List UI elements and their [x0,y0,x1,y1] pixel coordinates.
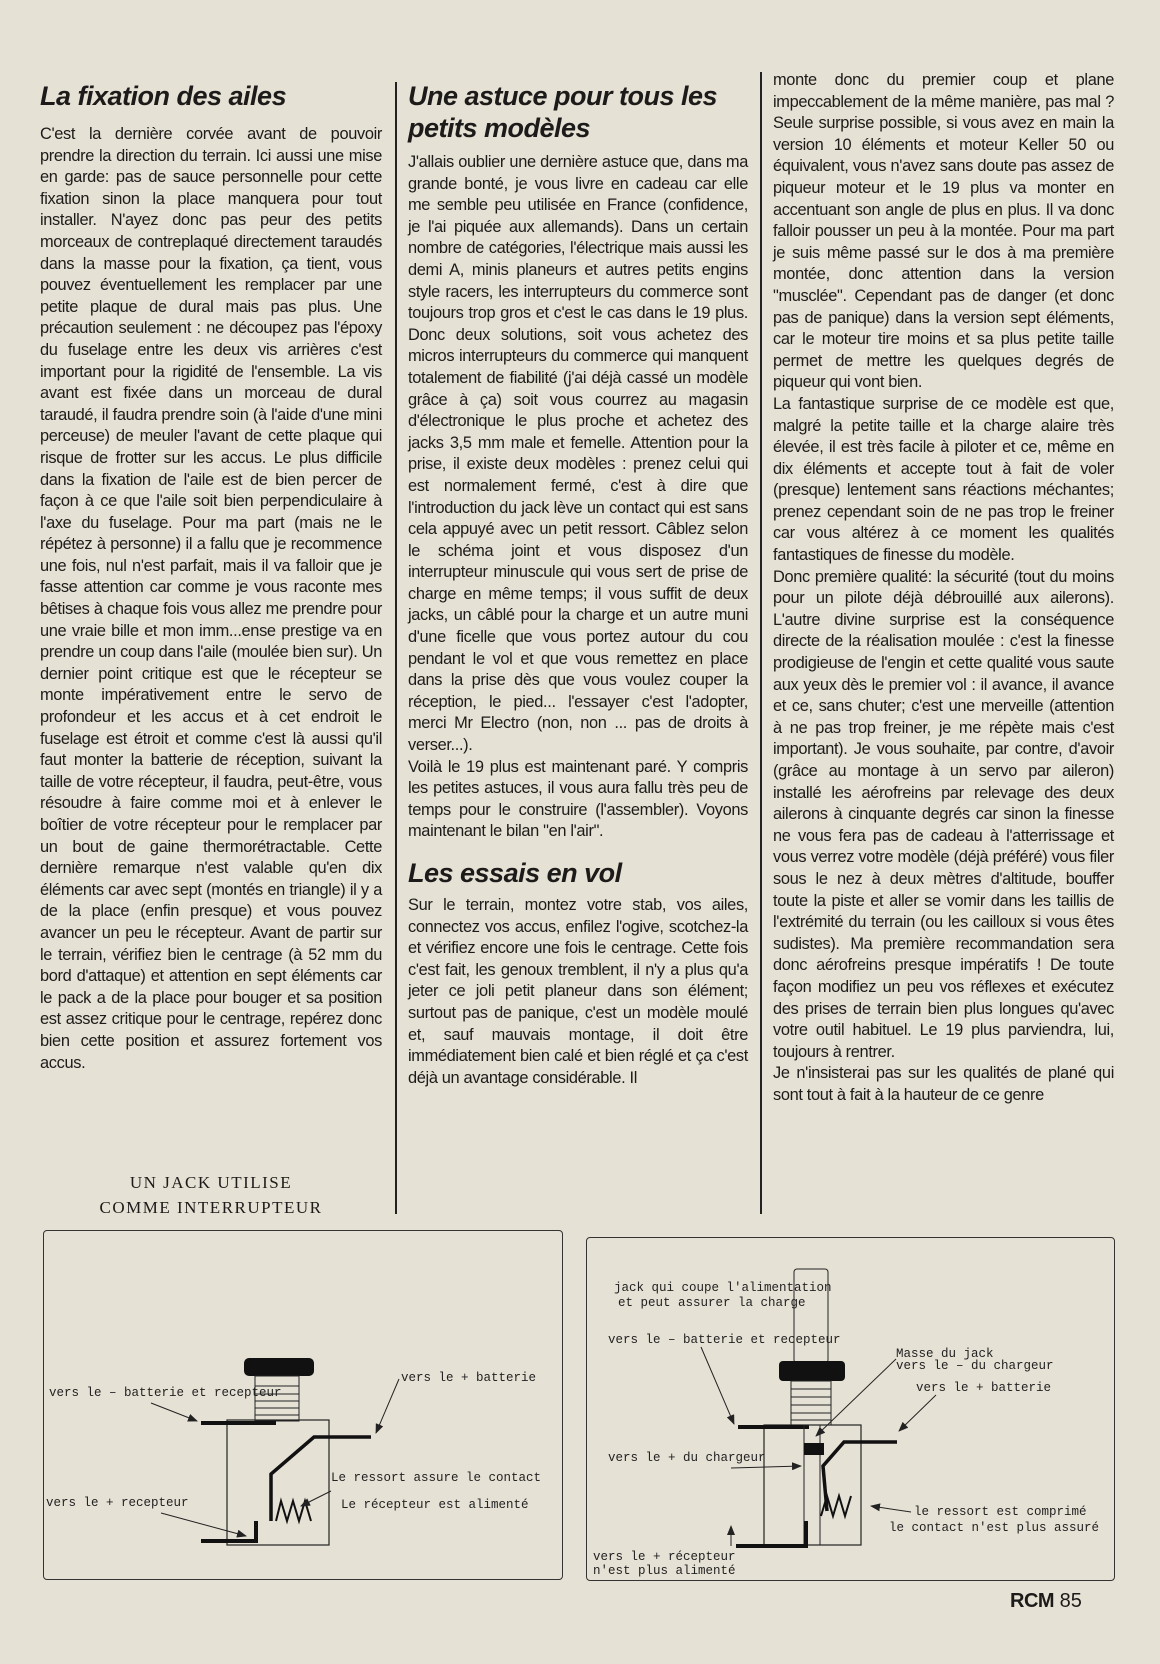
page-number: 85 [1059,1590,1082,1612]
paragraph: J'allais oublier une dernière astuce que, dans ma grande bonté, je vous livre en cadeau car elle me semble peu utilisée en France (confidence, je l'ai piquée aux allemands). Dans un certain nombre de catégories, l'électrique mais aussi les demi A, minis planeurs et autres petits engins style racers, les interrupteurs du commerce sont toujours trop gros et c'est le cas dans le 19 plus. Donc deux solutions, soit vous achetez des micros interrupteurs du commerce qui manquent totalement de fiabilité (j'ai déjà cassé un modèle grâce à ça) soit vous courrez au magasin d'électronique le plus proche et achetez des jacks 3,5 mm male et femelle. Attention pour la prise, il existe deux modèles : prenez celui qui est normalement fermé, c'est à dire que l'introduction du jack lève un contact qui est sans cela appuyé avec un petit ressort. Câblez selon le schéma joint et vous disposez d'un interrupteur minuscule qui vous sert de prise de charge en même temps; il vous suffit de deux jacks, un câblé pour la charge et un autre muni d'une ficelle que vous portez autour du cou pendant le vol et que vous remettez en place dans la prise dès que vous voulez couper la réception, le pied... l'essayer c'est l'adopter, merci Mr Electro (non, non ... pas de droits à verser...). [408,153,748,755]
diagram-label: le ressort est comprimé [914,1505,1087,1519]
magazine-logo: RCM [1010,1590,1055,1612]
jack-switch-diagram-open [586,1237,1115,1581]
diagram-label: et peut assurer la charge [618,1296,806,1310]
caption-line: UN JACK UTILISE [129,1173,293,1192]
diagram-label: Masse du jack [896,1347,994,1361]
section-heading: Les essais en vol [408,858,622,888]
jack-switch-diagram-closed [43,1230,563,1580]
paragraph: Je n'insisterai pas sur les qualités de plané qui sont tout à fait à la hauteur de ce genre [773,1064,1114,1104]
paragraph: monte donc du premier coup et plane impeccablement de la même manière, pas mal ? Seule surprise possible, si vous avez en main la version 10 éléments et moteur Keller 50 ou équivalent, vous n'avez sans doute pas assez de piqueur moteur et le 19 plus va monter en accentuant son angle de plus en plus. Il va donc falloir pousser un peu à la montée. Pour ma part je suis même passé sur le dos à ma première montée, donc attention dans la version "musclée". Cependant pas de danger (et donc pas de panique) dans la version sept éléments, car le moteur tire moins et sa plus petite taille permet de mettre les quelques degrés de piqueur qui vont bien. [773,71,1114,392]
diagram-label: vers le + batterie [916,1381,1052,1395]
diagram-label: vers le + récepteur [593,1550,736,1564]
diagram-label: vers le – du chargeur [896,1359,1054,1373]
jack-knob-icon [779,1361,845,1381]
column-divider [395,82,397,1214]
column-3 [773,70,1114,1107]
paragraph: Voilà le 19 plus est maintenant paré. Y compris les petites astuces, il vous aura fallu très peu de temps pour le construire (l'assembler). Voyons maintenant le bilan "en l'air". [408,757,748,841]
diagram-label: Le récepteur est alimenté [341,1498,529,1512]
diagram-label: vers le + du chargeur [608,1451,766,1465]
diagram-label: jack qui coupe l'alimentation [614,1281,832,1295]
column-divider [760,72,762,1214]
diagram-label: vers le + batterie [401,1371,537,1385]
paragraph: Donc première qualité: la sécurité (tout du moins pour un pilote déjà débrouillé aux ailerons). L'autre divine surprise est la conséquence directe de la réalisation moulée : c'est la finesse prodigieuse de l'engin et cette qualité vous saute aux yeux dès le premier vol : il avance, il avance et ce, sans chuter; c'est une merveille (attention à ne pas trop freiner, je me répète mais c'est important). Je vous souhaite, par contre, d'avoir (grâce au montage à un servo par aileron) installé les aérofreins par relevage des deux ailerons à cinquante degrés car sinon la finesse ne vous fera pas de cadeau à l'atterrissage et vous verrez votre modèle (déjà préféré) vous filer sous le nez à deux mètres d'altitude, bouffer toute la piste et aller se vomir dans les taillis de l'extrémité du terrain (ou les cailloux si vous êtes sudistes). Ma première recommandation sera donc aérofreins presque impératifs ! De toute façon modifiez un peu vos réflexes et exécutez des prises de terrain bien plus longues qu'avec votre outil habituel. Le 19 plus parviendra, lui, toujours à rentrer. [773,567,1114,1061]
caption-line: COMME INTERRUPTEUR [99,1198,323,1217]
diagram-label: vers le – batterie et recepteur [608,1333,841,1347]
jack-knob-icon [244,1358,314,1376]
jack-diagram-drawing [587,1238,1114,1580]
jack-thread-icon [791,1381,831,1425]
diagram-label: le contact n'est plus assuré [889,1521,1100,1535]
column-1 [40,80,382,1074]
diagram-label: Le ressort assure le contact [331,1471,542,1485]
page-footer [1010,1590,1082,1613]
section-heading: La fixation des ailes [40,81,287,111]
jack-diagram-drawing [44,1231,562,1579]
diagram-label: n'est plus alimenté [593,1564,736,1578]
paragraph: La fantastique surprise de ce modèle est que, malgré la petite taille et la charge alaire très élevée, il est très facile à piloter et ce, même en dix éléments et accepte tout à fait de voler (presque) lentement sans réactions méchantes; prenez cependant soin de ne pas trop le freiner car vous altérez à ce moment les qualités fantastiques de finesse du modèle. [773,394,1114,565]
column-2 [408,80,748,1089]
figure-caption [40,1170,382,1220]
diagram-label: vers le + recepteur [46,1496,189,1510]
paragraph: C'est la dernière corvée avant de pouvoir prendre la direction du terrain. Ici aussi une mise en garde: pas de sauce personnelle pour cette fixation sinon la place manquera pour tout installer. N'ayez donc pas peur des petits morceaux de contreplaqué directement taraudés dans la masse pour la fixation, ça tient, vous pouvez éventuellement les remplacer par une petite plaque de dural mais pas plus. Une précaution seulement : ne découpez pas l'époxy du fuselage entre les deux vis arrières c'est important pour la rigidité de l'ensemble. La vis avant est fixée dans un morceau de dural taraudé, il faudra prendre soin (à l'aide d'une mini perceuse) de meuler l'avant de cette plaque qui risque de frotter sur les accus. Le plus difficile dans la fixation de l'aile est de bien percer de façon à ce que l'aile soit bien perpendiculaire à l'axe du fuselage. Pour ma part (mais ne le répétez à personne) il a fallu que je recommence une fois, nul n'est parfait, mais il va falloir que je fasse attention car comme je vous raconte mes bêtises à chaque fois vous allez me prendre pour une vraie bille et mon imm...ense prestige va en prendre un coup dans l'aile (moulée bien sur). Un dernier point critique est que le récepteur se monte impérativement entre le servo de profondeur et les accus et à cet endroit le fuselage est étroit et comme c'est là aussi qu'il faut monter la batterie de réception, suivant la taille de votre récepteur, il faudra, peut-être, vous résoudre à faire comme moi et à enlever le boîtier de votre récepteur pour le remplacer par un bout de gaine thermorétractable. Cette dernière remarque n'est valable qu'en dix éléments car avec sept (montés en triangle) il y a de la place (enfin presque) et vous pouvez avancer un peu le récepteur. Avant de partir sur le terrain, vérifiez bien le centrage (à 52 mm du bord d'attaque) et attention en sept éléments car le pack a de la place pour bouger et sa position est assez critique pour le centrage, repérez donc bien cette position et assurez fortement vos accus. [40,125,382,1072]
section-heading: Une astuce pour tous les petits modèles [408,81,718,143]
paragraph: Sur le terrain, montez votre stab, vos ailes, connectez vos accus, enfilez l'ogive, scotchez-la et vérifiez encore une fois le centrage. Cette fois c'est fait, les genoux tremblent, il n'y a plus qu'a jeter ce joli petit planeur dans son élément; surtout pas de panique, c'est un modèle moulé et, sauf mauvais montage, il doit être immédiatement bien calé et bien réglé et ça c'est déjà un avantage considérable. Il [408,896,748,1087]
diagram-label: vers le – batterie et recepteur [49,1386,282,1400]
